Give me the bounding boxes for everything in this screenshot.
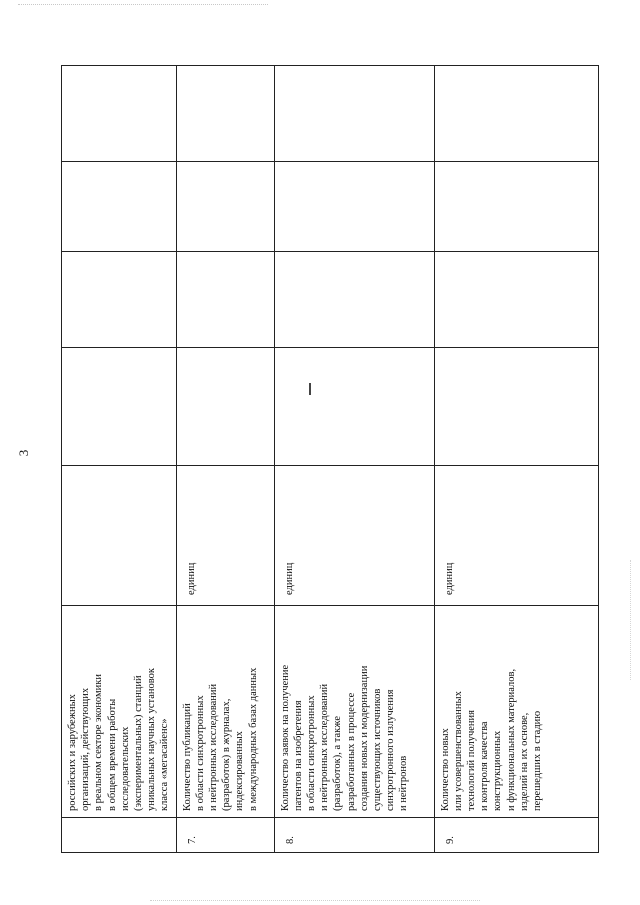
indicator-line: разработанных в процессе	[345, 692, 357, 811]
empty-cell	[274, 162, 434, 252]
indicator-line: создания новых и модернизации	[358, 665, 370, 811]
indicator-table	[61, 65, 599, 853]
indicator-line: индексированных	[234, 731, 246, 811]
indicator-line: и нейтронных исследований	[208, 683, 220, 811]
empty-cell	[176, 252, 274, 348]
table-row	[176, 66, 274, 853]
indicator-line: в области синхротронных	[306, 695, 318, 811]
indicator-cell	[62, 606, 177, 818]
empty-cell	[434, 162, 598, 252]
indicator-line: в международных базах данных	[247, 667, 259, 811]
empty-cell	[62, 252, 177, 348]
indicator-line: перешедших в стадию	[532, 710, 544, 811]
indicator-line: и функциональных материалов,	[505, 668, 517, 811]
table-row	[62, 66, 177, 853]
unit-text: единиц	[443, 562, 455, 595]
unit-cell	[434, 466, 598, 606]
unit-text: единиц	[283, 562, 295, 595]
row-number: 9.	[434, 818, 598, 853]
empty-cell	[176, 66, 274, 162]
unit-cell	[62, 466, 177, 606]
indicator-line: исследовательских	[119, 726, 131, 811]
indicator-line: в реальном секторе экономики	[93, 674, 105, 811]
empty-cell	[434, 252, 598, 348]
indicator-line: существующих источников	[372, 688, 384, 811]
indicator-line: технологий получения	[466, 710, 478, 811]
indicator-line: и нейтронов	[398, 755, 410, 811]
table-row	[274, 66, 434, 853]
indicator-line: уникальных научных установок	[146, 668, 158, 811]
empty-cell	[176, 348, 274, 466]
indicator-line: (разработок), а также	[332, 715, 344, 811]
indicator-line: и нейтронных исследований	[319, 683, 331, 811]
indicator-cell	[434, 606, 598, 818]
page-number: 3	[16, 449, 31, 457]
row-number: 8.	[274, 818, 434, 853]
table-row	[434, 66, 598, 853]
empty-cell	[274, 66, 434, 162]
unit-text	[66, 472, 70, 599]
indicator-line: изделий на их основе,	[518, 712, 530, 811]
indicator-line: в общем времени работы	[106, 698, 118, 811]
unit-cell	[176, 466, 274, 606]
empty-cell	[62, 162, 177, 252]
indicator-line: Количество заявок на получение	[279, 664, 291, 811]
indicator-line: класса «мегасайенс»	[159, 718, 171, 811]
indicator-line: организаций, действующих	[80, 687, 92, 811]
empty-cell	[434, 66, 598, 162]
indicator-line: конструкционных	[492, 730, 504, 811]
indicator-line: синхротронного излучения	[385, 689, 397, 811]
empty-cell	[274, 348, 434, 466]
indicator-line: Количество новых	[439, 728, 451, 811]
indicator-line: патентов на изобретения	[292, 700, 304, 811]
indicator-line: (экспериментальных) станций	[133, 675, 145, 811]
indicator-cell	[274, 606, 434, 818]
indicator-line: в области синхротронных	[194, 695, 206, 811]
indicator-line: Количество публикаций	[181, 703, 193, 811]
indicator-line: и контроля качества	[479, 721, 491, 811]
empty-cell	[62, 348, 177, 466]
empty-cell	[176, 162, 274, 252]
indicator-cell	[176, 606, 274, 818]
empty-cell	[274, 252, 434, 348]
row-number	[62, 818, 177, 853]
indicator-line: или усовершенствованных	[452, 691, 464, 811]
row-number: 7.	[176, 818, 274, 853]
unit-text: единиц	[185, 562, 197, 595]
empty-cell	[62, 66, 177, 162]
unit-cell	[274, 466, 434, 606]
indicator-line: российских и зарубежных	[67, 694, 78, 811]
empty-cell	[434, 348, 598, 466]
indicator-line: (разработок) в журналах,	[221, 698, 233, 811]
